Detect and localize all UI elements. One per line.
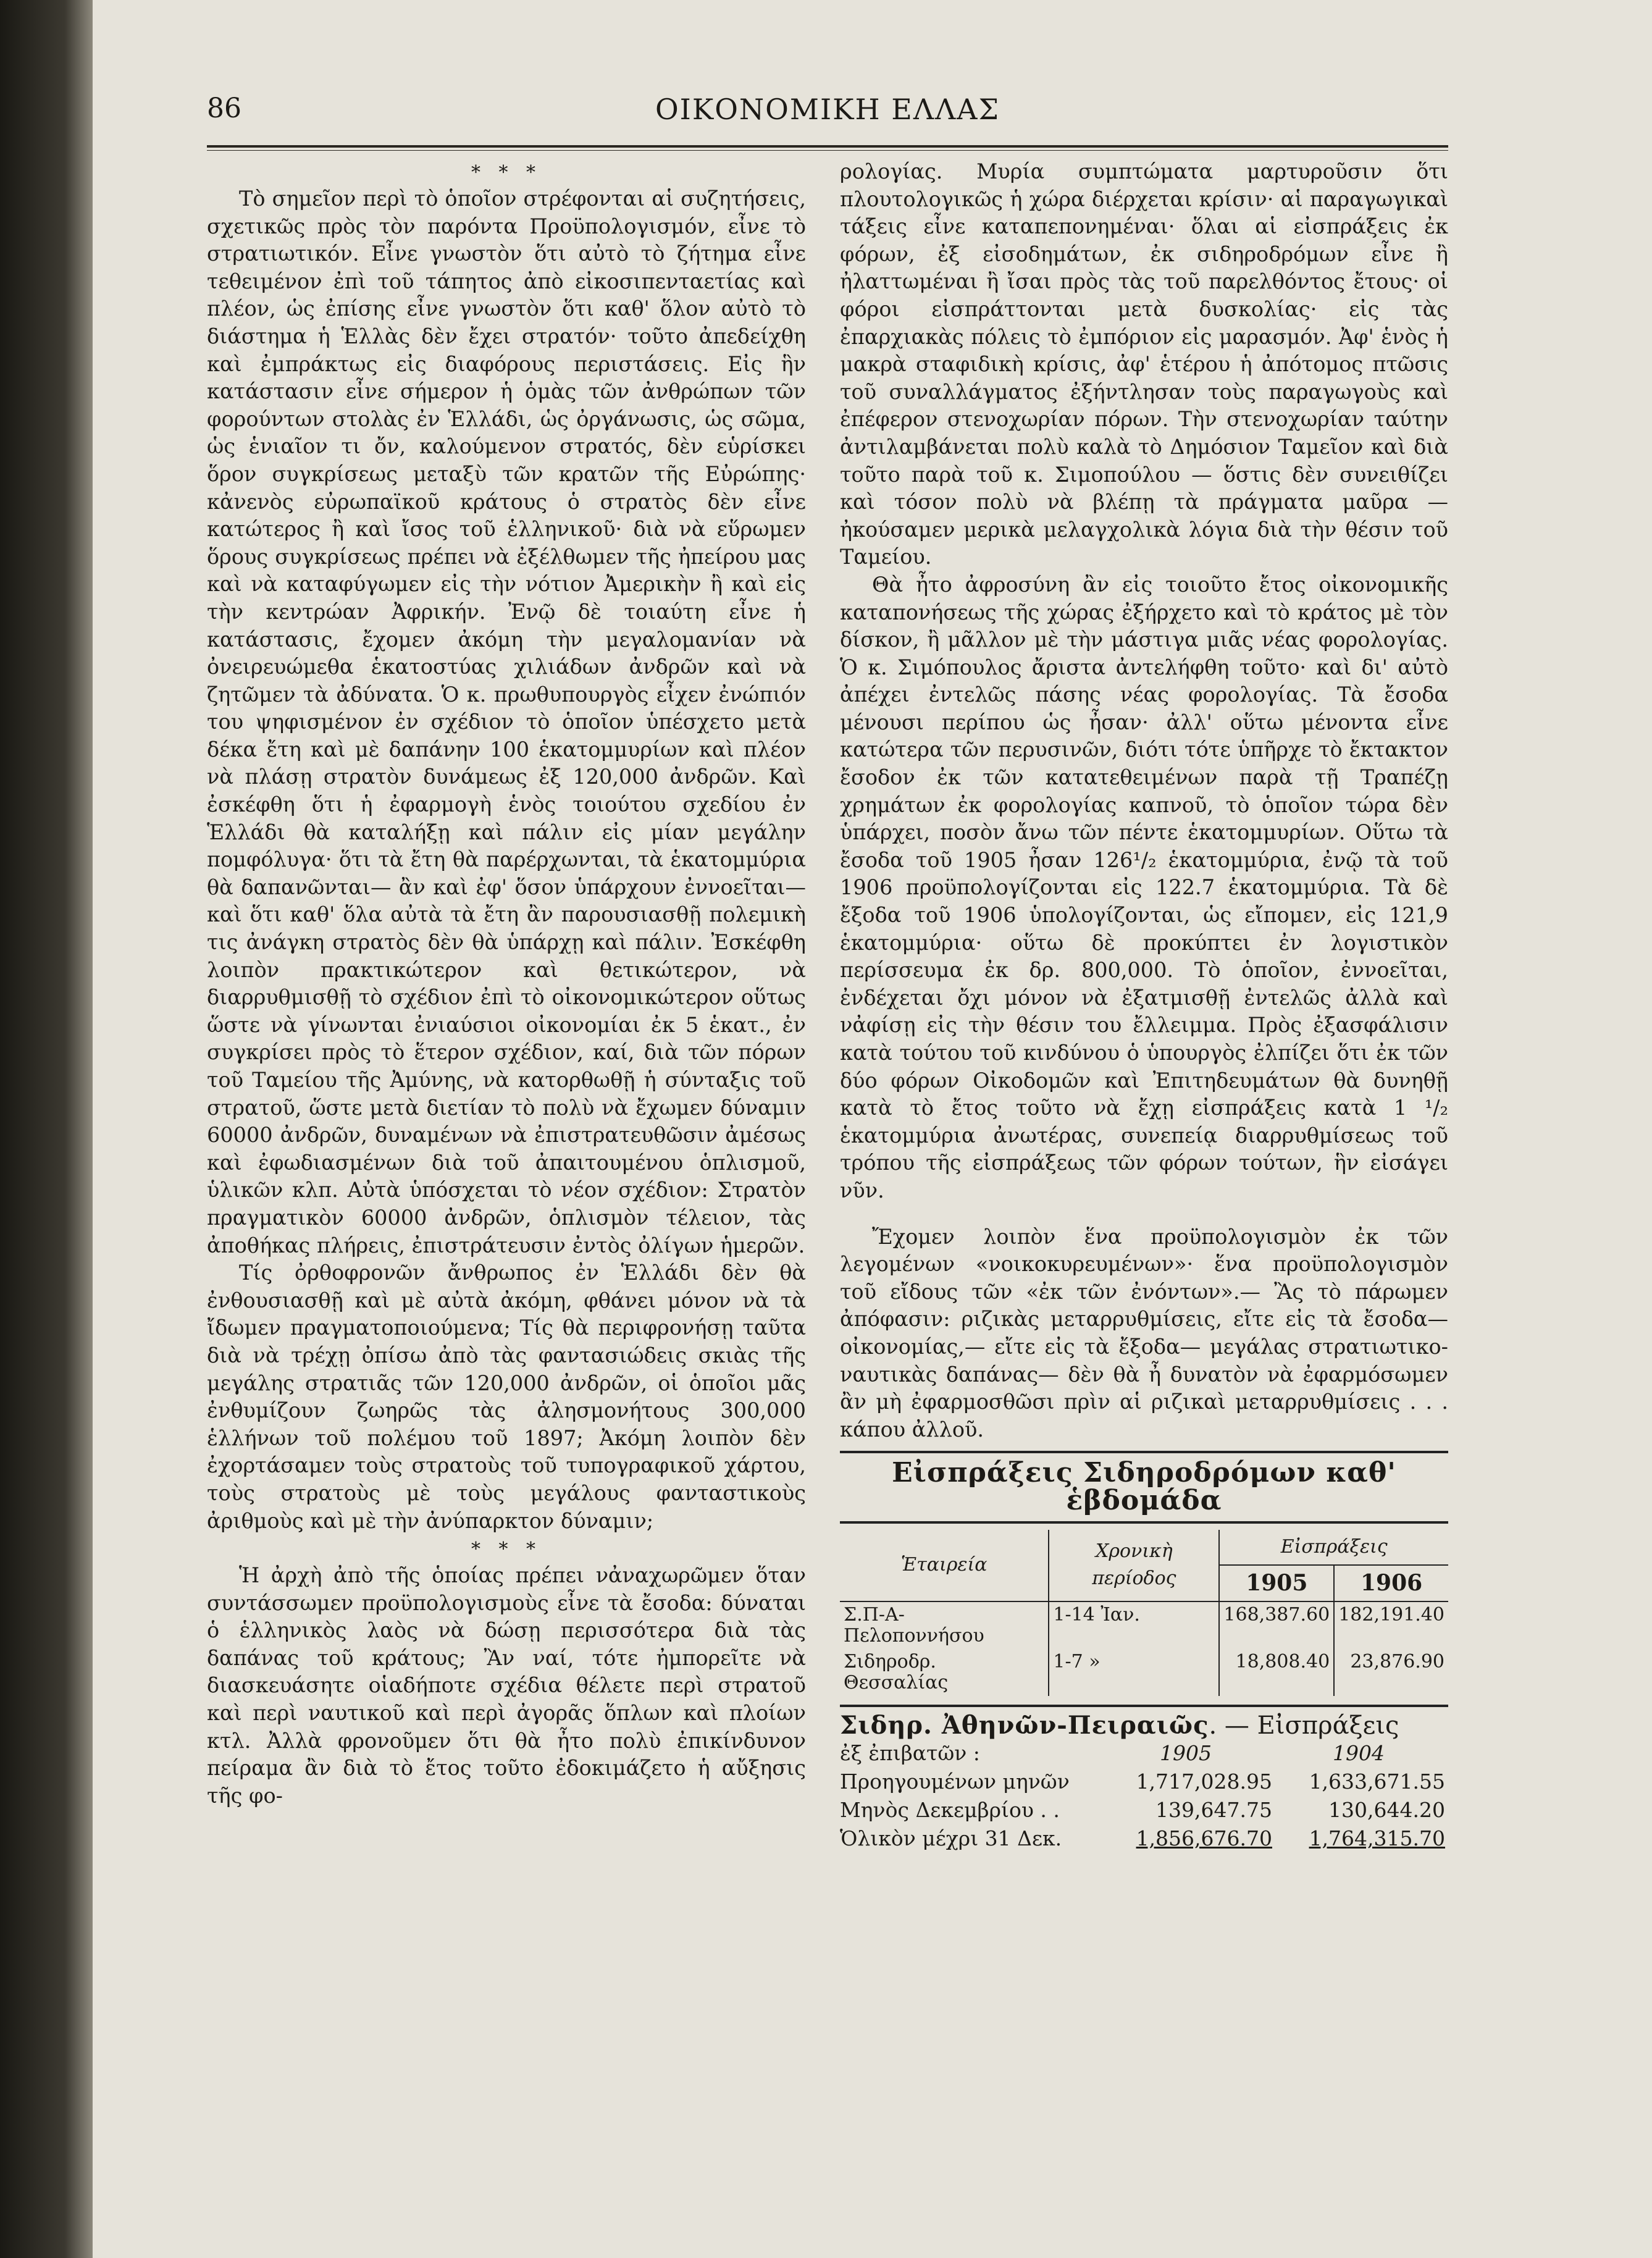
athens-row <box>840 1768 1448 1796</box>
company-cell: Σιδηροδρ. Θεσσαλίας <box>840 1649 1049 1696</box>
athens-value-a: 139,647.75 <box>1155 1798 1272 1823</box>
year-1906-header: 1906 <box>1334 1565 1448 1601</box>
value-cell: 18,808.40 <box>1219 1649 1334 1696</box>
athens-value-a: 1,856,676.70 <box>1136 1826 1272 1851</box>
athens-value-b: 1,633,671.55 <box>1309 1769 1445 1794</box>
paragraph: Θὰ ἦτο ἀφροσύνη ἂν εἰς τοιοῦτο ἔτος οἰκονομικῆς καταπονήσεως τῆς χώρας ἐξήρχετο καὶ τὸ κράτος μὲ τὸν δίσκον, ἢ μᾶλλον μὲ τὴν μάστιγα μιᾶς νέας φορολογίας. Ὁ κ. Σιμόπουλος ἄριστα ἀντελήφθη τοῦτο· καὶ δι' αὐτὸ ἀπέχει ἐντελῶς πάσης νέας φορολογίας. Τὰ ἔσοδα μένουσι περίπου ὡς ἦσαν· ἀλλ' οὕτω μένοντα εἶνε κατώτερα τῶν περυσινῶν, διότι τότε ὑπῆρχε τὸ ἔκτακτον ἔσοδον ἐκ τῶν κατατεθειμένων παρὰ τῇ Τραπέζῃ χρημάτων ἐκ φορολογίας καπνοῦ, τὸ ὁποῖον τώρα δὲν ὑπάρχει, ποσὸν ἄνω τῶν πέντε ἑκατομμυρίων. Οὕτω τὰ ἔσοδα τοῦ 1905 ἦσαν 126¹/₂ ἑκατομμύρια, ἐνῷ τὰ τοῦ 1906 προϋπολογίζονται εἰς 122.7 ἑκατομμύρια. Τὰ δὲ ἔξοδα τοῦ 1906 ὑπολογίζονται, ὡς εἴπομεν, εἰς 121,9 ἑκατομμύρια· οὕτω δὲ προκύπτει ἐν λογιστικὸν περίσσευμα ἐκ δρ. 800,000. Τὸ ὁποῖον, ἐννοεῖται, ἐνδέχεται ὄχι μόνον νὰ ἐξατμισθῇ ἐντελῶς ἀλλὰ καὶ νἀφίσῃ εἰς τὴν θέσιν του ἔλλειμμα. Πρὸς ἐξασφάλισιν κατὰ τούτου τοῦ κινδύνου ὁ ὑπουργὸς ἐλπίζει ὅτι ἐκ τῶν δύο φόρων Οἰκοδομῶν καὶ Ἐπιτηδευμάτων θὰ δυνηθῇ κατὰ τὸ ἔτος τοῦτο νὰ ἔχῃ εἰσπράξεις κατὰ 1 ¹/₂ ἑκατομμύρια ἀνωτέρας, συνεπείᾳ διαρρυθμίσεως τοῦ τρόπου τῆς εἰσπράξεως τῶν φόρων τούτων, ἣν εἰσάγει νῦν. <box>840 572 1448 1202</box>
table-row <box>840 1601 1448 1649</box>
rail-table-title: Εἰσπράξεις Σιδηροδρόμων καθ' ἑβδομάδα <box>840 1451 1448 1523</box>
col-company-header: Ἑταιρεία <box>840 1530 1049 1601</box>
left-column <box>207 158 806 1810</box>
athens-row-label: Μηνὸς Δεκεμβρίου . . <box>840 1798 1060 1823</box>
page-header <box>207 86 1448 142</box>
right-column <box>840 158 1448 1853</box>
page-number: 86 <box>207 93 241 124</box>
athens-row <box>840 1796 1448 1824</box>
col-receipts-header: Εἰσπράξεις <box>1219 1530 1448 1566</box>
table-row <box>840 1649 1448 1696</box>
col-period-header: Χρονικὴ περίοδος <box>1049 1530 1219 1601</box>
athens-row-label: Ὁλικὸν μέχρι 31 Δεκ. <box>840 1826 1062 1851</box>
company-cell: Σ.Π-Α-Πελοποννήσου <box>840 1601 1049 1649</box>
period-cell: 1-7 » <box>1049 1649 1219 1696</box>
athens-value-a: 1,717,028.95 <box>1136 1769 1272 1794</box>
paragraph: Ἡ ἀρχὴ ἀπὸ τῆς ὁποίας πρέπει νἀναχωρῶμεν ὅταν συντάσσωμεν προϋπολογισμοὺς εἶνε τὰ ἔσοδα: δύναται ὁ ἑλληνικὸς λαὸς νὰ δώσῃ περισσότερα διὰ τὰς δαπάνας τοῦ κράτους; Ἂν ναί, τότε ἠμπορεῖτε νὰ διασκευάσητε οἱαδήποτε σχέδια θέλετε περὶ στρατοῦ καὶ περὶ ναυτικοῦ καὶ περὶ ἀγορᾶς ὅπλων καὶ πλοίων κτλ. Ἀλλὰ φρονοῦμεν ὅτι θὰ ἦτο πολὺ ἐπικίνδυνον πείραμα ἂν διὰ τὸ ἔτος τοῦτο ἐδοκιμάζετο ἡ αὔξησις τῆς φο- <box>207 1563 806 1808</box>
value-cell: 182,191.40 <box>1338 1603 1444 1626</box>
paragraph: Τὸ σημεῖον περὶ τὸ ὁποῖον στρέφονται αἱ συζητήσεις, σχετικῶς πρὸς τὸν παρόντα Προϋπολογισμόν, εἶνε τὸ στρατιωτικόν. Εἶνε γνωστὸν ὅτι αὐτὸ τὸ ζήτημα εἶνε τεθειμένον ἐπὶ τοῦ τάπητος ἀπὸ εἰκοσιπενταετίας καὶ πλέον, ὡς ἐπίσης εἶνε γνωστὸν ὅτι καθ' ὅλον αὐτὸ τὸ διάστημα ἡ Ἑλλὰς δὲν ἔχει στρατόν· τοῦτο ἀπεδείχθη καὶ ἐμπράκτως εἰς διαφόρους περιστάσεις. Εἰς ἣν κατάστασιν εἶνε σήμερον ἡ ὁμὰς τῶν ἀνθρώπων τῶν φορούντων στολὰς ἐν Ἑλλάδι, ὡς ὀργάνωσις, ὡς σῶμα, ὡς ἑνιαῖον τι ὄν, καλούμενον στρατός, δὲν εὑρίσκει ὅρον συγκρίσεως μεταξὺ τῶν κρατῶν τῆς Εὐρώπης· κἀνενὸς εὐρωπαϊκοῦ κράτους ὁ στρατὸς δὲν εἶνε κατώτερος ἢ καὶ ἴσος τοῦ ἑλληνικοῦ· διὰ νὰ εὕρωμεν ὅρους συγκρίσεως πρέπει νὰ ἐξέλθωμεν τῆς ἠπείρου μας καὶ νὰ καταφύγωμεν εἰς τὴν νότιον Ἀμερικὴν ἢ καὶ εἰς τὴν κεντρώαν Ἀφρικήν. Ἐνῷ δὲ τοιαύτη εἶνε ἡ κατάστασις, ἔχομεν ἀκόμη τὴν μεγαλομανίαν νὰ ὀνειρευώμεθα ἑκατοστύας χιλιάδων ἀνδρῶν καὶ νὰ ζητῶμεν τὰ ἀδύνατα. Ὁ κ. πρωθυπουργὸς εἶχεν ἐνώπιόν του ψηφισμένον ἐν σχέδιον τὸ ὁποῖον ὑπέσχετο μετὰ δέκα ἔτη καὶ μὲ δαπάνην 100 ἑκατομμυρίων καὶ πλέον νὰ πλάσῃ στρατὸν δυνάμεως ἐξ 120,000 ἀνδρῶν. Καὶ ἐσκέφθη ὅτι ἡ ἐφαρμογὴ ἑνὸς τοιούτου σχεδίου ἐν Ἑλλάδι θὰ καταλήξῃ καὶ πάλιν εἰς μίαν μεγάλην πομφόλυγα· ὅτι τὰ ἔτη θὰ παρέρχωνται, τὰ ἑκατομμύρια θὰ δαπανῶνται— ἂν καὶ ἐφ' ὅσον ὑπάρχουν ἐννοεῖται— καὶ ὅτι καθ' ὅλα αὐτὰ τὰ ἔτη ἂν παρουσιασθῇ πολεμικὴ τις ἀνάγκη στρατὸς δὲν θὰ ὑπάρχῃ καὶ πάλιν. Ἐσκέφθη λοιπὸν πρακτικώτερον καὶ θετικώτερον, νὰ διαρρυθμισθῇ τὸ σχέδιον ἐπὶ τὸ οἰκονομικώτερον οὕτως ὥστε νὰ γίνωνται ἐνιαύσιοι οἰκονομίαι ἐκ 5 ἑκατ., ἐν συγκρίσει πρὸς τὸ ἕτερον σχέδιον, καί, διὰ τῶν πόρων τοῦ Ταμείου τῆς Ἀμύνης, νὰ κατορθωθῇ ἡ σύνταξις τοῦ στρατοῦ, ὥστε μετὰ διετίαν τὸ πολὺ νὰ ἔχωμεν δύναμιν 60000 ἀνδρῶν, δυναμένων νὰ ἐπιστρατευθῶσιν ἀμέσως καὶ ἐφωδιασμένων διὰ τοῦ ἀπαιτουμένου ὁπλισμοῦ, ὑλικῶν κλπ. Αὐτὰ ὑπόσχεται τὸ νέον σχέδιον: Στρατὸν πραγματικὸν 60000 ἀνδρῶν, ὁπλισμὸν τέλειον, τὰς ἀποθήκας πλήρεις, ἐπιστράτευσιν ἐντὸς ὀλίγων ἡμερῶν. <box>207 187 806 1257</box>
athens-piraeus-title <box>840 1705 1448 1740</box>
athens-total-row <box>840 1824 1448 1853</box>
athens-row <box>840 1739 1448 1768</box>
athens-row-label: ἐξ ἐπιβατῶν : <box>840 1741 980 1766</box>
header-rule-thin <box>207 150 1448 151</box>
rail-receipts-table <box>840 1530 1448 1696</box>
value-cell: 23,876.90 <box>1350 1650 1444 1673</box>
athens-year-b: 1904 <box>1333 1741 1385 1766</box>
athens-piraeus-name: Σιδηρ. Ἀθηνῶν-Πειραιῶς <box>840 1710 1209 1740</box>
athens-value-b: 1,764,315.70 <box>1309 1826 1445 1851</box>
binding-gutter <box>0 0 93 2258</box>
section-stars: * * * <box>471 162 542 183</box>
year-1905-header: 1905 <box>1219 1565 1334 1601</box>
paragraph: Ἔχομεν λοιπὸν ἕνα προϋπολογισμὸν ἐκ τῶν λεγομένων «νοικοκυρευμένων»· ἕνα προϋπολογισμὸν τοῦ εἴδους τῶν «ἐκ τῶν ἐνόντων».— Ἂς τὸ πάρωμεν ἀπόφασιν: ριζικὰς μεταρρυθμίσεις, εἴτε εἰς τὰ ἔσοδα— οἰκονομίας,— εἴτε εἰς τὰ ἔξοδα— μεγάλας στρατιωτικο-ναυτικὰς δαπάνας— δὲν θὰ ἦ δυνατὸν νὰ ἐφαρμόσωμεν ἂν μὴ ἐφαρμοσθῶσι πρὶν αἱ ριζικαὶ μεταρρυθμίσεις . . . κάπου ἀλλοῦ. <box>840 1224 1448 1442</box>
spacer <box>840 1205 1448 1223</box>
journal-title: ΟΙΚΟΝΟΜΙΚΗ ΕΛΛΑΣ <box>655 93 1000 126</box>
period-cell: 1-14 Ἰαν. <box>1049 1601 1219 1649</box>
paragraph: Τίς ὀρθοφρονῶν ἄνθρωπος ἐν Ἑλλάδι δὲν θὰ ἐνθουσιασθῇ καὶ μὲ αὐτὰ ἀκόμη, φθάνει μόνον νὰ τὰ ἴδωμεν πραγματοποιούμενα; Τίς θὰ περιφρονήσῃ ταῦτα διὰ νὰ τρέχῃ ὀπίσω ἀπὸ τὰς φαντασιώδεις σκιὰς τῆς μεγάλης στρατιᾶς τῶν 120,000 ἀνδρῶν, οἱ ὁποῖοι μᾶς ἐνθυμίζουν ζωηρῶς τὰς ἀλησμονήτους 300,000 ἑλλήνων τοῦ πολέμου τοῦ 1897; Ἀκόμη λοιπὸν δὲν ἐχορτάσαμεν τοὺς στρατοὺς τοῦ τυπογραφικοῦ χάρτου, τοὺς στρατοὺς μὲ τοὺς μεγάλους φανταστικοὺς ἀριθμοὺς καὶ μὲ τὴν ἀνύπαρκτον δύναμιν; <box>207 1261 806 1533</box>
section-stars: * * * <box>471 1538 542 1561</box>
athens-year-a: 1905 <box>1160 1741 1212 1766</box>
header-rule <box>207 145 1448 148</box>
athens-value-b: 130,644.20 <box>1328 1798 1445 1823</box>
athens-piraeus-subtitle: . — Εἰσπράξεις <box>1209 1711 1399 1740</box>
athens-row-label: Προηγουμένων μηνῶν <box>840 1769 1070 1794</box>
paragraph: ρολογίας. Μυρία συμπτώματα μαρτυροῦσιν ὅτι πλουτολογικῶς ἡ χώρα διέρχεται κρίσιν· αἱ παραγωγικαὶ τάξεις εἶνε καταπεπονημέναι· ὅλαι αἱ εἰσπράξεις ἐκ φόρων, ἐξ εἰσοδημάτων, ἐκ σιδηροδρόμων εἶνε ἢ ἠλαττωμέναι ἢ ἴσαι πρὸς τὰς τοῦ παρελθόντος ἔτους· οἱ φόροι εἰσπράττονται μετὰ δυσκολίας· εἰς τὰς ἐπαρχιακὰς πόλεις τὸ ἐμπόριον εἰς μαρασμόν. Ἀφ' ἑνὸς ἡ μακρὰ σταφιδικὴ κρίσις, ἀφ' ἑτέρου ἡ ἀπότομος πτῶσις τοῦ συναλλάγματος ἐξήντλησαν τοὺς παραγωγοὺς καὶ ἐπέφερον στενοχωρίαν πόρων. Τὴν στενοχωρίαν ταύτην ἀντιλαμβάνεται πολὺ καλὰ τὸ Δημόσιον Ταμεῖον καὶ διὰ τοῦτο παρὰ τοῦ κ. Σιμοπούλου — ὅστις δὲν συνειθίζει καὶ τόσον πολὺ νὰ βλέπῃ τὰ πράγματα μαῦρα — ἠκούσαμεν μερικὰ μελαγχολικὰ λόγια διὰ τὴν θέσιν τοῦ Ταμείου. <box>840 159 1448 569</box>
value-cell: 168,387.60 <box>1219 1601 1334 1649</box>
